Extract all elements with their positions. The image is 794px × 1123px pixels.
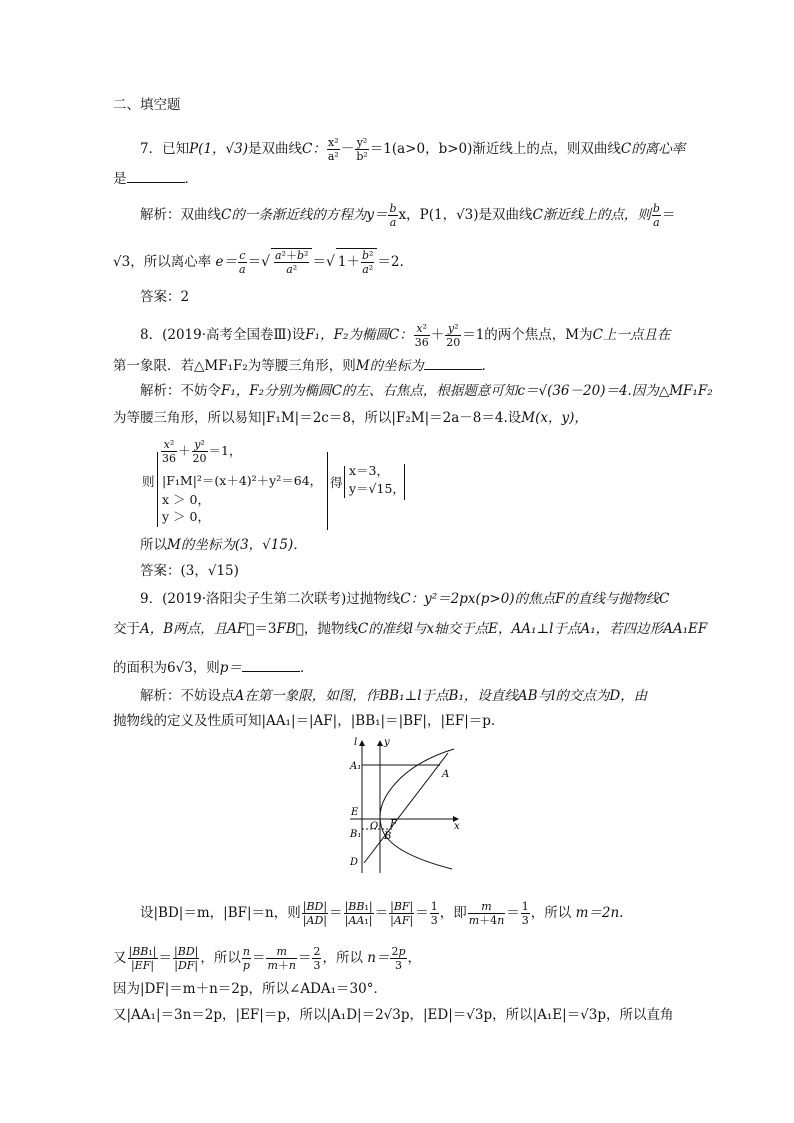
q9-eq2: 又 $\frac{\text{|BB₁|}}{|EF|}$ ＝ $\frac{|BD|}{|DF|}$ ，所以 $\frac{n}{p}$ ＝ $\frac{m}{m+n}$ ＝ $\frac{2}{3}$ ，所以 n＝ $\frac{2p}{3}$ ， — [113, 945, 422, 972]
q8-line2: 第一象限．若△MF₁F₂为等腰三角形，则M的坐标为 ． — [113, 355, 495, 376]
result-y: y＝√15， — [349, 481, 405, 496]
label-l: l — [354, 737, 358, 748]
q8-conclusion: 所以M的坐标为(3，√15)． — [140, 537, 307, 553]
parabola-figure — [348, 733, 468, 875]
q8-line1: 8．(2019·高考全国卷Ⅲ)设F₁，F₂为椭圆C： $\frac{\text{x²}}{36}$ ＋ $\frac{\text{y²}}{20}$ ＝1的两个焦点，M为C上一点且在 — [140, 322, 671, 349]
vector-FB: FB⃗ — [276, 621, 304, 637]
system-get: 得 — [330, 475, 343, 490]
label-O: O — [370, 821, 379, 832]
label-D: D — [350, 857, 359, 868]
system-eq3: x ＞ 0， — [162, 492, 210, 507]
system-eq1: $\frac{\text{x²}}{36}$ ＋ $\frac{\text{y²}}{20}$ ＝1， — [162, 438, 242, 465]
q8-solution-line1: 解析：不妨令F₁，F₂分别为椭圆C的左、右焦点，根据题意可知c＝√(36－20)＝4.因为△MF₁F₂ — [140, 383, 713, 399]
parabola-curve — [380, 749, 454, 869]
q7-line1: 7．已知P(1，√3)是双曲线C： $\frac{\text{x²}}{\text{a²}}$ － $\frac{\text{y²}}{\text{b²}}$ ＝1(a>0，b>0)渐近线上的点，则双曲线C的离心率 — [140, 136, 686, 163]
answer-blank[interactable] — [242, 657, 300, 672]
label-y: y — [384, 737, 390, 748]
right-bracket — [327, 452, 328, 530]
q7-answer: 答案：2 — [140, 289, 190, 305]
result-x: x＝3， — [349, 463, 390, 478]
q9-solution-line2: 抛物线的定义及性质可知|AA₁|＝|AF|，|BB₁|＝|BF|，|EF|＝p. — [113, 713, 496, 729]
frac-y2-b2: $\frac{\text{y²}}{\text{b²}}$ — [356, 136, 368, 163]
q8-answer: 答案：(3，√15) — [140, 563, 239, 579]
q9-solution-line1: 解析：不妨设点A在第一象限，如图，作BB₁⊥l于点B₁，设直线AB与l的交点为D，由 — [140, 688, 648, 704]
label-B1: B₁ — [350, 829, 362, 840]
system-then: 则 — [142, 474, 155, 489]
q7-line2: 是 ． — [113, 168, 198, 189]
q8-solution-line2: 为等腰三角形，所以易知|F₁M|＝2c＝8，所以|F₂M|＝2a－8＝4.设M(x，y)， — [113, 410, 588, 426]
q9-eq3: 因为|DF|＝m＋n＝2p，所以∠ADA₁＝30°． — [113, 981, 387, 997]
result-bracket — [404, 464, 405, 500]
q9-line3: 的面积为6√3，则p＝ ． — [113, 657, 313, 678]
q9-eq4: 又|AA₁|＝3n＝2p，|EF|＝p，所以|A₁D|＝2√3p，|ED|＝√3p，所以|A₁E|＝√3p，所以直角 — [113, 1007, 674, 1023]
system-eq2: |F₁M|²＝(x＋4)²＋y²＝64， — [162, 473, 323, 488]
frac-x2-a2: $\frac{\text{x²}}{\text{a²}}$ — [327, 136, 339, 163]
vector-AF: AF⃗ — [227, 621, 255, 637]
label-B: B — [384, 831, 392, 842]
label-x: x — [454, 821, 460, 832]
section-title: 二、填空题 — [113, 97, 181, 113]
answer-blank[interactable] — [127, 168, 185, 183]
q7-solution-line2: √3，所以离心率 e＝ $\frac{c}{a}$ ＝√ $\frac{\text{a²＋b²}}{\text{a²}}$ ＝√ 1＋ $\frac{\text{b²}}{\text{a²}}$ ＝2. — [113, 249, 404, 276]
line-AB — [364, 753, 448, 863]
system-eq4: y ＞ 0， — [162, 509, 210, 524]
q9-line2: 交于A，B两点，且AF⃗＝3FB⃗，抛物线C的准线l与x轴交于点E，AA₁⊥l于点A₁，若四边形AA₁EF — [113, 621, 708, 637]
label-F: F — [390, 819, 397, 830]
q7-solution-line1: 解析：双曲线C的一条渐近线的方程为y＝ $\frac{b}{a}$ x，P(1，√3)是双曲线C渐近线上的点，则 $\frac{b}{a}$ ＝ — [140, 202, 676, 229]
q9-eq1: 设|BD|＝m，|BF|＝n，则 $\frac{|BD|}{|AD|}$ ＝ $\frac{\text{|BB₁|}}{\text{|AA₁|}}$ ＝ $\frac{|BF|}{|AF|}$ ＝ $\frac{1}{3}$ ，即 $\frac{m}{m+4n}$ ＝ $\frac{1}{3}$ ，所以 m＝2n. — [140, 900, 624, 927]
label-E: E — [351, 807, 359, 818]
label-A: A — [442, 769, 450, 780]
label-A1: A₁ — [350, 761, 362, 772]
answer-blank[interactable] — [424, 355, 482, 370]
q9-line1: 9．(2019·洛阳尖子生第二次联考)过抛物线C：y²＝2px(p>0)的焦点F的直线与抛物线C — [140, 591, 670, 607]
result-brace — [344, 466, 345, 498]
left-brace — [157, 452, 158, 527]
